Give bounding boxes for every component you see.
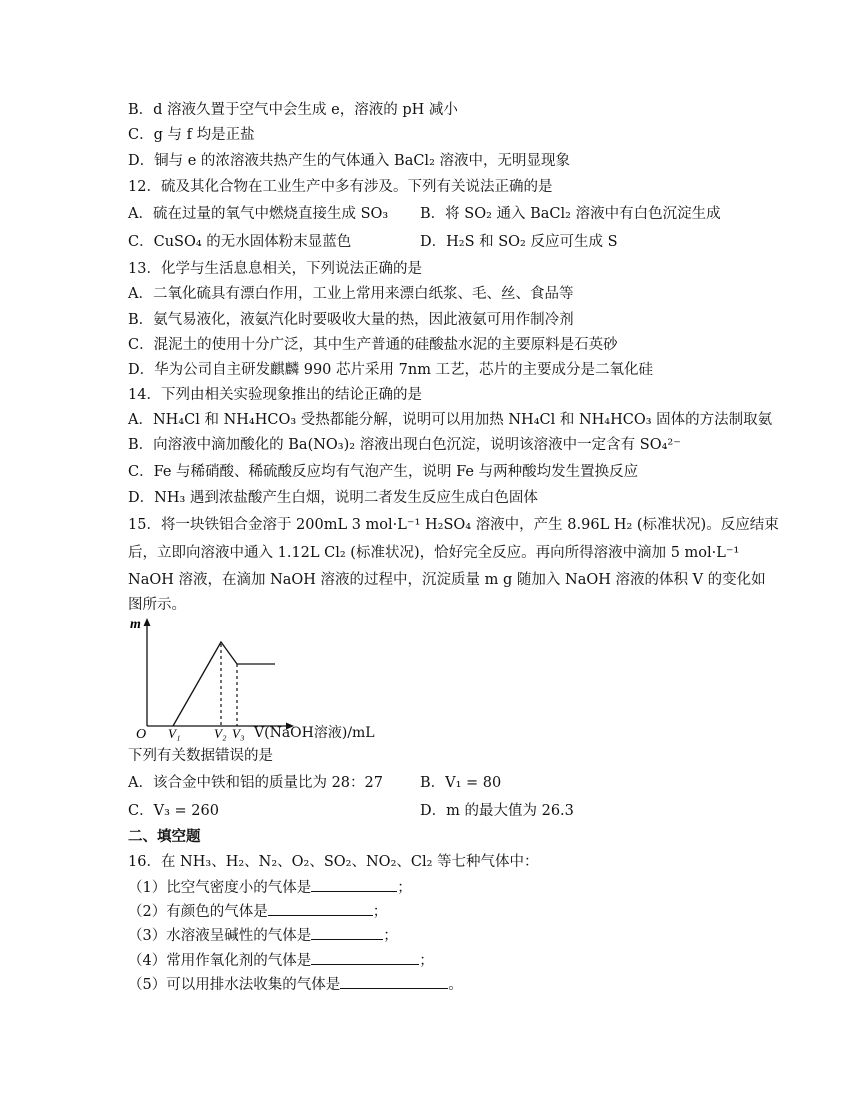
line-c-option-g-f: C．g 与 f 均是正盐: [128, 127, 255, 143]
q16-sub-5: [128, 974, 463, 995]
y-axis-arrow: [144, 618, 151, 626]
q12-option-d: D．H₂S 和 SO₂ 反应可生成 S: [420, 234, 618, 250]
q16-sub-1: [128, 877, 412, 898]
q14-option-a: A．NH₄Cl 和 NH₄HCO₃ 受热都能分解，说明可以用加热 NH₄Cl 和 NH₄HCO₃ 固体的方法制取氨: [128, 412, 773, 428]
v1-label: V₁: [168, 726, 181, 741]
q14-option-d: D．NH₃ 遇到浓盐酸产生白烟，说明二者发生反应生成白色固体: [128, 490, 538, 506]
q15-option-c: C．V₃ = 260: [128, 803, 219, 819]
q16-sub-1-end: ；: [397, 880, 412, 896]
v3-label: V₃: [232, 726, 245, 741]
q13-option-c: C．混泥土的使用十分广泛，其中生产普通的硅酸盐水泥的主要原料是石英砂: [128, 337, 618, 353]
curve: [173, 642, 275, 726]
question-13: 13．化学与生活息息相关，下列说法正确的是: [128, 261, 422, 277]
q16-sub-3-blank[interactable]: [311, 925, 383, 940]
q16-sub-4-text: （4）常用作氧化剂的气体是: [128, 953, 312, 969]
q16-sub-2: [128, 901, 387, 922]
q13-option-a: A．二氧化硫具有漂白作用，工业上常用来漂白纸浆、毛、丝、食品等: [128, 286, 574, 302]
q15-option-d: D．m 的最大值为 26.3: [420, 803, 574, 819]
q15-prompt: 下列有关数据错误的是: [128, 748, 273, 764]
q16-sub-2-blank[interactable]: [268, 901, 373, 916]
q14-option-c: C．Fe 与稀硝酸、稀硫酸反应均有气泡产生，说明 Fe 与两种酸均发生置换反应: [128, 464, 639, 480]
section-heading-fill-in: 二、填空题: [128, 828, 201, 845]
q16-sub-5-blank[interactable]: [340, 974, 448, 989]
question-15-line-4: 图所示。: [128, 597, 186, 613]
question-12: 12．硫及其化合物在工业生产中多有涉及。下列有关说法正确的是: [128, 179, 553, 195]
q16-sub-3-text: （3）水溶液呈碱性的气体是: [128, 928, 312, 944]
question-15-line-3: NaOH 溶液，在滴加 NaOH 溶液的过程中，沉淀质量 m g 随加入 NaOH 溶液的体积 V 的变化如: [128, 572, 766, 588]
q12-option-b: B．将 SO₂ 通入 BaCl₂ 溶液中有白色沉淀生成: [420, 206, 721, 222]
q12-option-a: A．硫在过量的氧气中燃烧直接生成 SO₃: [128, 206, 389, 222]
x-axis-label: V(NaOH溶液)/mL: [254, 725, 375, 741]
q16-sub-5-end: 。: [448, 977, 463, 993]
q15-option-a: A．该合金中铁和铝的质量比为 28：27: [128, 775, 383, 791]
q15-option-b: B．V₁ = 80: [420, 775, 502, 791]
line-d-option-copper: D．铜与 e 的浓溶液共热产生的气体通入 BaCl₂ 溶液中，无明显现象: [128, 153, 570, 169]
question-14: 14．下列由相关实验现象推出的结论正确的是: [128, 387, 422, 403]
q16-sub-3: [128, 925, 398, 946]
line-b-option-d-solution: B．d 溶液久置于空气中会生成 e，溶液的 pH 减小: [128, 102, 458, 118]
q14-option-b: B．向溶液中滴加酸化的 Ba(NO₃)₂ 溶液出现白色沉淀，说明该溶液中一定含有 SO₄²⁻: [128, 437, 681, 453]
q16-sub-5-text: （5）可以用排水法收集的气体是: [128, 977, 341, 993]
y-axis-label: m: [130, 617, 141, 632]
q16-sub-3-end: ；: [383, 928, 398, 944]
q16-sub-2-text: （2）有颜色的气体是: [128, 904, 268, 920]
q16-sub-1-blank[interactable]: [311, 877, 397, 892]
q16-sub-2-end: ；: [372, 904, 388, 920]
q16-sub-4-blank[interactable]: [311, 950, 419, 965]
q13-option-d: D．华为公司自主研发麒麟 990 芯片采用 7nm 工艺，芯片的主要成分是二氧化硅: [128, 362, 654, 378]
q12-option-c: C．CuSO₄ 的无水固体粉末显蓝色: [128, 234, 352, 250]
question-16: 16．在 NH₃、H₂、N₂、O₂、SO₂、NO₂、Cl₂ 等七种气体中：: [128, 854, 539, 870]
q16-sub-4-end: ；: [419, 953, 434, 969]
origin-label: O: [136, 727, 147, 742]
q13-option-b: B．氨气易液化，液氨汽化时要吸收大量的热，因此液氨可用作制冷剂: [128, 312, 574, 328]
q16-sub-4: [128, 950, 434, 971]
question-15-line-1: 15．将一块铁铝合金溶于 200mL 3 mol·L⁻¹ H₂SO₄ 溶液中，产生 8.96L H₂ (标准状况)。反应结束: [128, 517, 779, 533]
v2-label: V₂: [214, 726, 227, 741]
q16-sub-1-text: （1）比空气密度小的气体是: [128, 880, 312, 896]
question-15-line-2: 后，立即向溶液中通入 1.12L Cl₂ (标准状况)，恰好完全反应。再向所得溶液中滴加 5 mol·L⁻¹: [128, 545, 740, 561]
